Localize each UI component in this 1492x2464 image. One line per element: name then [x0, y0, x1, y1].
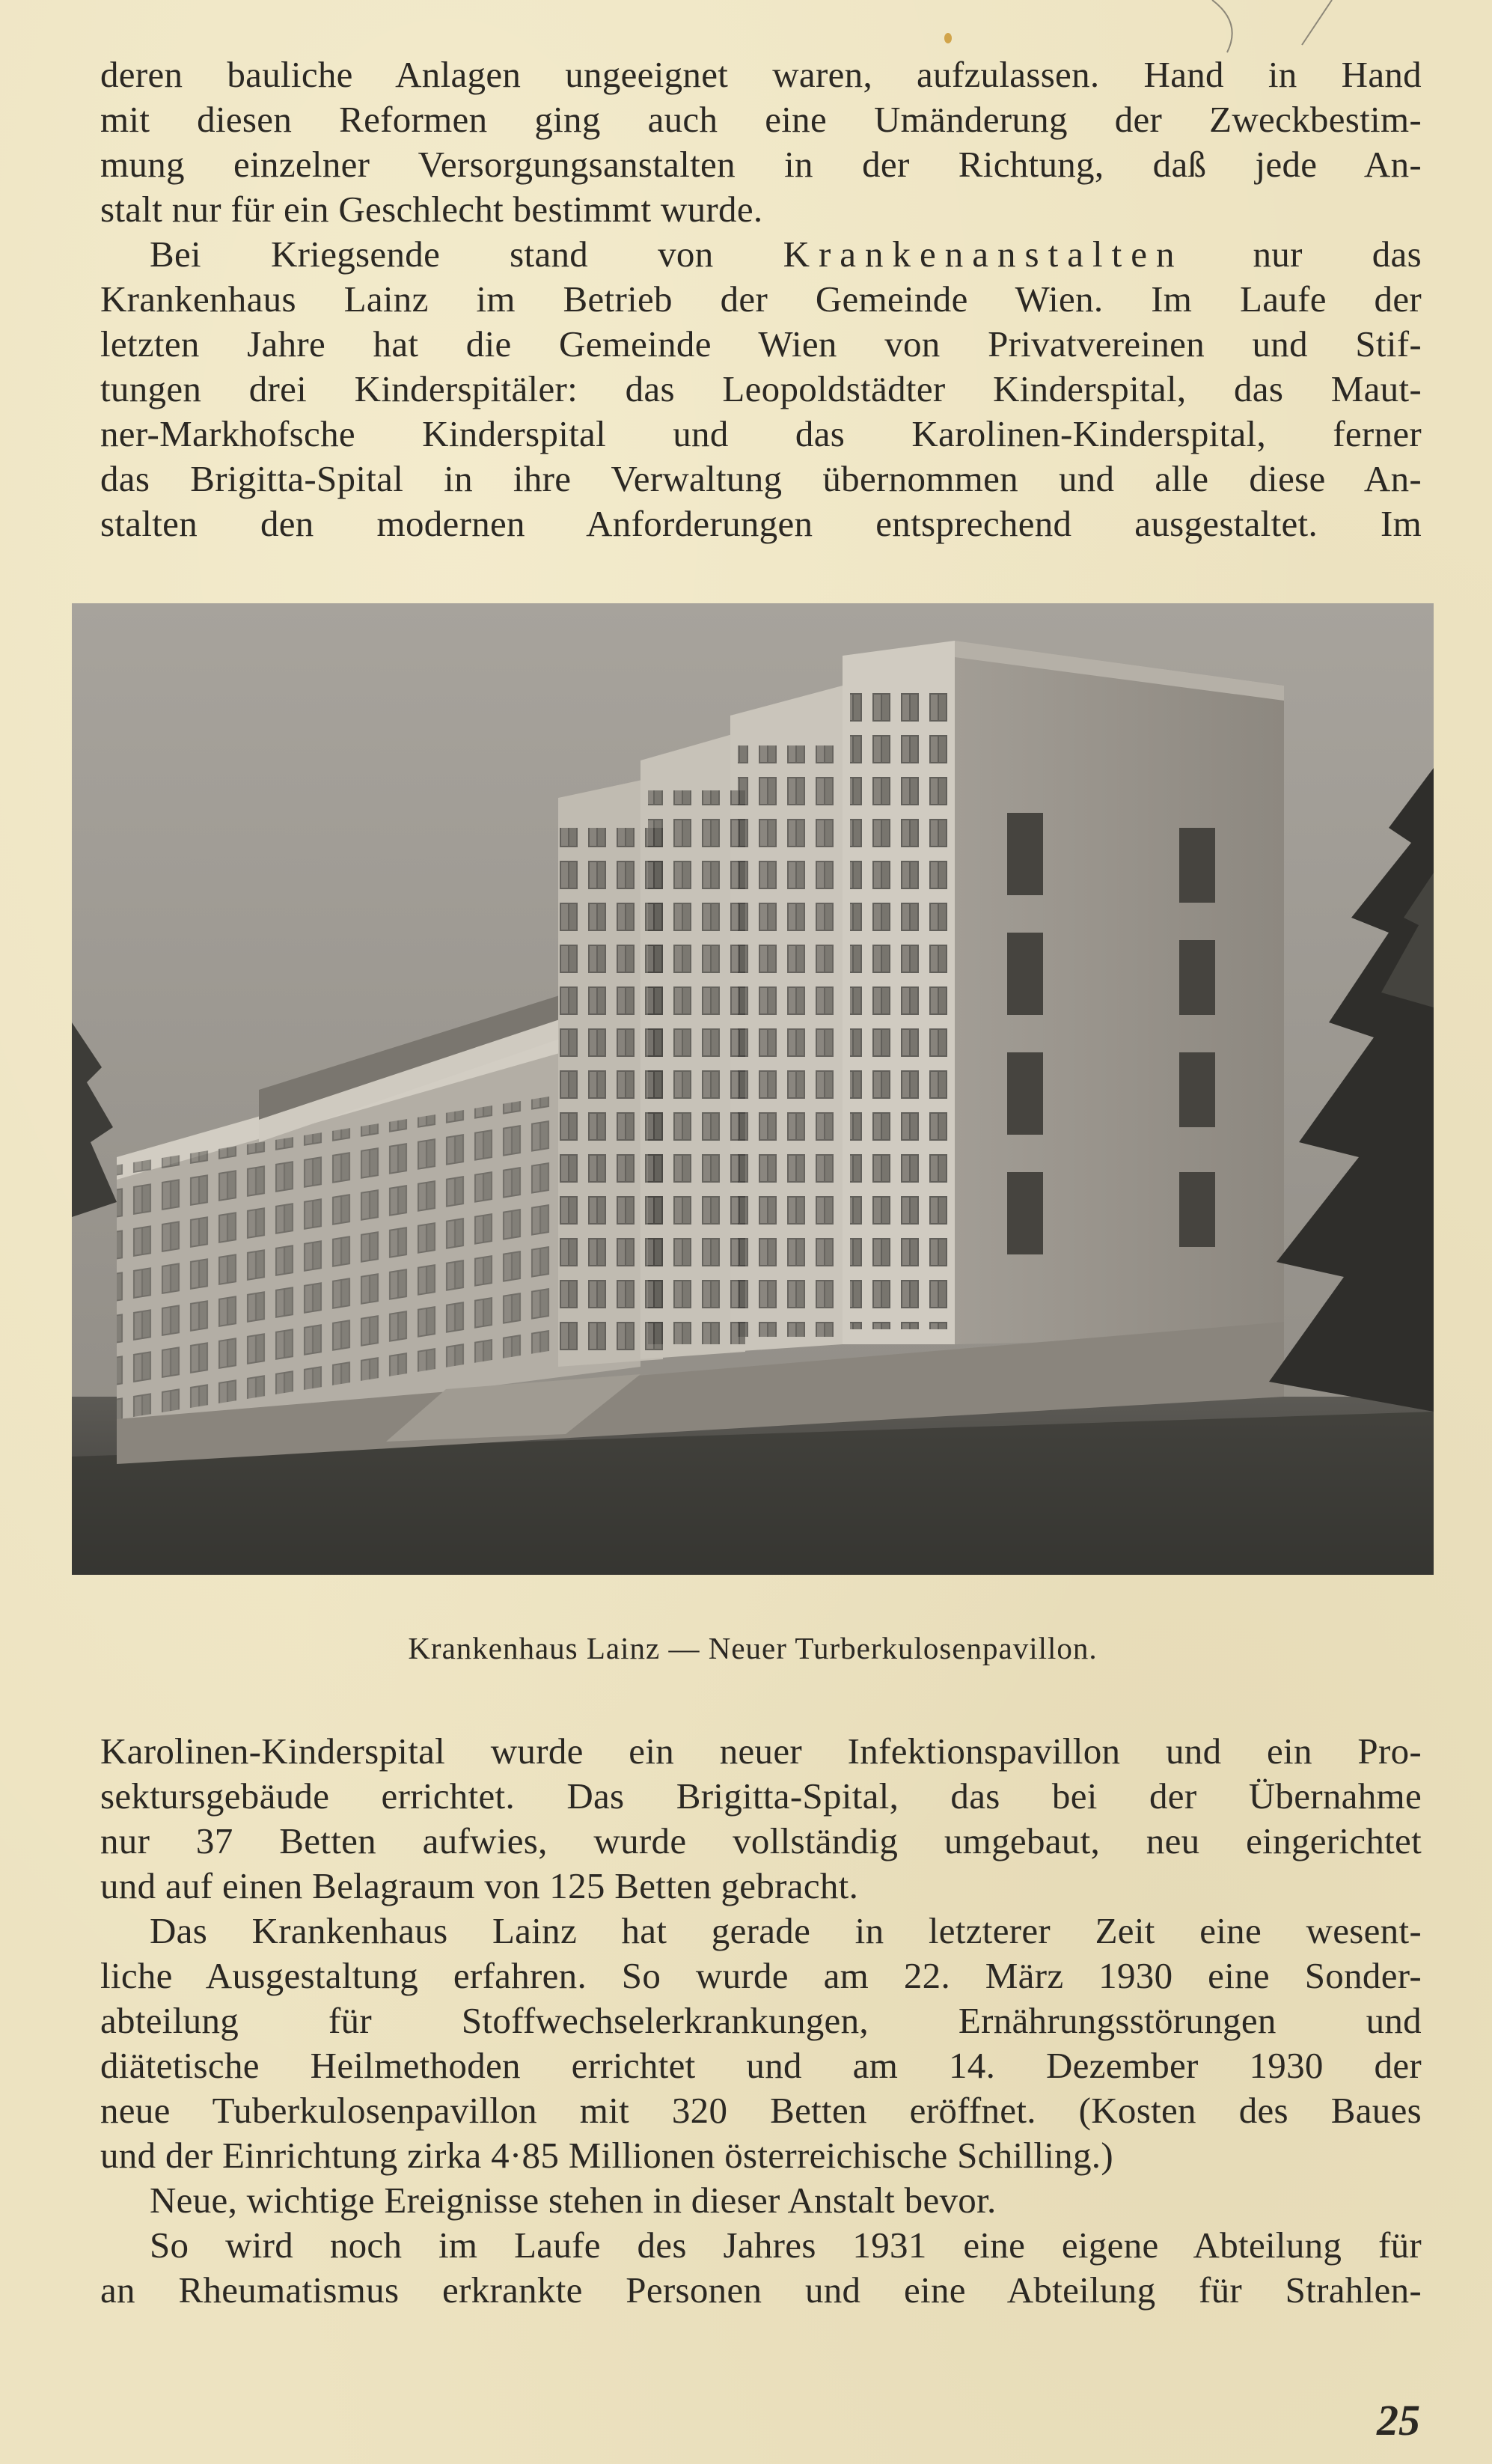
paragraph-karolinen	[100, 1729, 1422, 1909]
text-line: Neue, wichtige Ereignisse stehen in dieser Anstalt bevor.	[150, 2180, 997, 2221]
text-line: abteilung für Stoffwechselerkrankungen, Ernährungsstörungen und	[100, 2000, 1422, 2041]
text-line: neue Tuberkulosenpavillon mit 320 Betten eröffnet. (Kosten des Baues	[100, 2090, 1422, 2131]
text-line: und der Einrichtung zirka 4·85 Millionen österreichische Schilling.)	[100, 2135, 1113, 2176]
photo-illustration	[72, 603, 1434, 1575]
text-fragment: Bei Kriegsende stand von	[150, 234, 714, 275]
paragraph-kriegsende	[100, 232, 1422, 546]
text-line: diätetische Heilmethoden errichtet und am 14. Dezember 1930 der	[100, 2045, 1422, 2086]
paragraph-ereignisse	[100, 2178, 1422, 2223]
ink-spot	[944, 33, 952, 43]
paragraph-reforms	[100, 52, 1422, 232]
text-line-first	[100, 232, 1422, 277]
text-line: deren bauliche Anlagen ungeeignet waren, aufzulassen. Hand in Hand	[100, 54, 1422, 95]
paragraph-rheumatismus	[100, 2223, 1422, 2313]
text-line: an Rheumatismus erkrankte Personen und eine Abteilung für Strahlen-	[100, 2269, 1422, 2311]
text-line: ner-Markhofsche Kinderspital und das Karolinen-Kinderspital, ferner	[100, 413, 1422, 454]
text-spaced-emphasis: Krankenanstalten	[783, 234, 1184, 275]
text-line: sektursgebäude errichtet. Das Brigitta-Spital, das bei der Übernahme	[100, 1775, 1422, 1817]
text-block-top	[100, 52, 1422, 546]
text-line: das Brigitta-Spital in ihre Verwaltung übernommen und alle diese An-	[100, 458, 1422, 499]
text-line: stalten den modernen Anforderungen entsprechend ausgestaltet. Im	[100, 503, 1422, 544]
text-line: und auf einen Belagraum von 125 Betten gebracht.	[100, 1865, 859, 1906]
text-line: stalt nur für ein Geschlecht bestimmt wurde.	[100, 189, 763, 230]
text-line: Karolinen-Kinderspital wurde ein neuer Infektionspavillon und ein Pro-	[100, 1730, 1422, 1772]
text-line: Das Krankenhaus Lainz hat gerade in letzterer Zeit eine wesent-	[150, 1910, 1422, 1951]
page-number: 25	[1377, 2396, 1420, 2445]
text-line: Krankenhaus Lainz im Betrieb der Gemeinde Wien. Im Laufe der	[100, 278, 1422, 320]
text-line: So wird noch im Laufe des Jahres 1931 eine eigene Abteilung für	[150, 2224, 1422, 2266]
text-line: mung einzelner Versorgungsanstalten in der Richtung, daß jede An-	[100, 144, 1422, 185]
text-fragment: nur das	[1253, 234, 1422, 275]
text-line: letzten Jahre hat die Gemeinde Wien von Privatvereinen und Stif-	[100, 323, 1422, 365]
paragraph-lainz	[100, 1909, 1422, 2178]
text-line: liche Ausgestaltung erfahren. So wurde am 22. März 1930 eine Sonder-	[100, 1955, 1422, 1996]
figure-caption: Krankenhaus Lainz — Neuer Turberkulosenpavillon.	[408, 1631, 1098, 1665]
text-block-bottom	[100, 1729, 1422, 2313]
text-line: nur 37 Betten aufwies, wurde vollständig umgebaut, neu eingerichtet	[100, 1820, 1422, 1861]
building-photograph	[72, 603, 1434, 1575]
text-line: tungen drei Kinderspitäler: das Leopoldstädter Kinderspital, das Maut-	[100, 368, 1422, 409]
text-line: mit diesen Reformen ging auch eine Umänderung der Zweckbestim-	[100, 99, 1422, 140]
